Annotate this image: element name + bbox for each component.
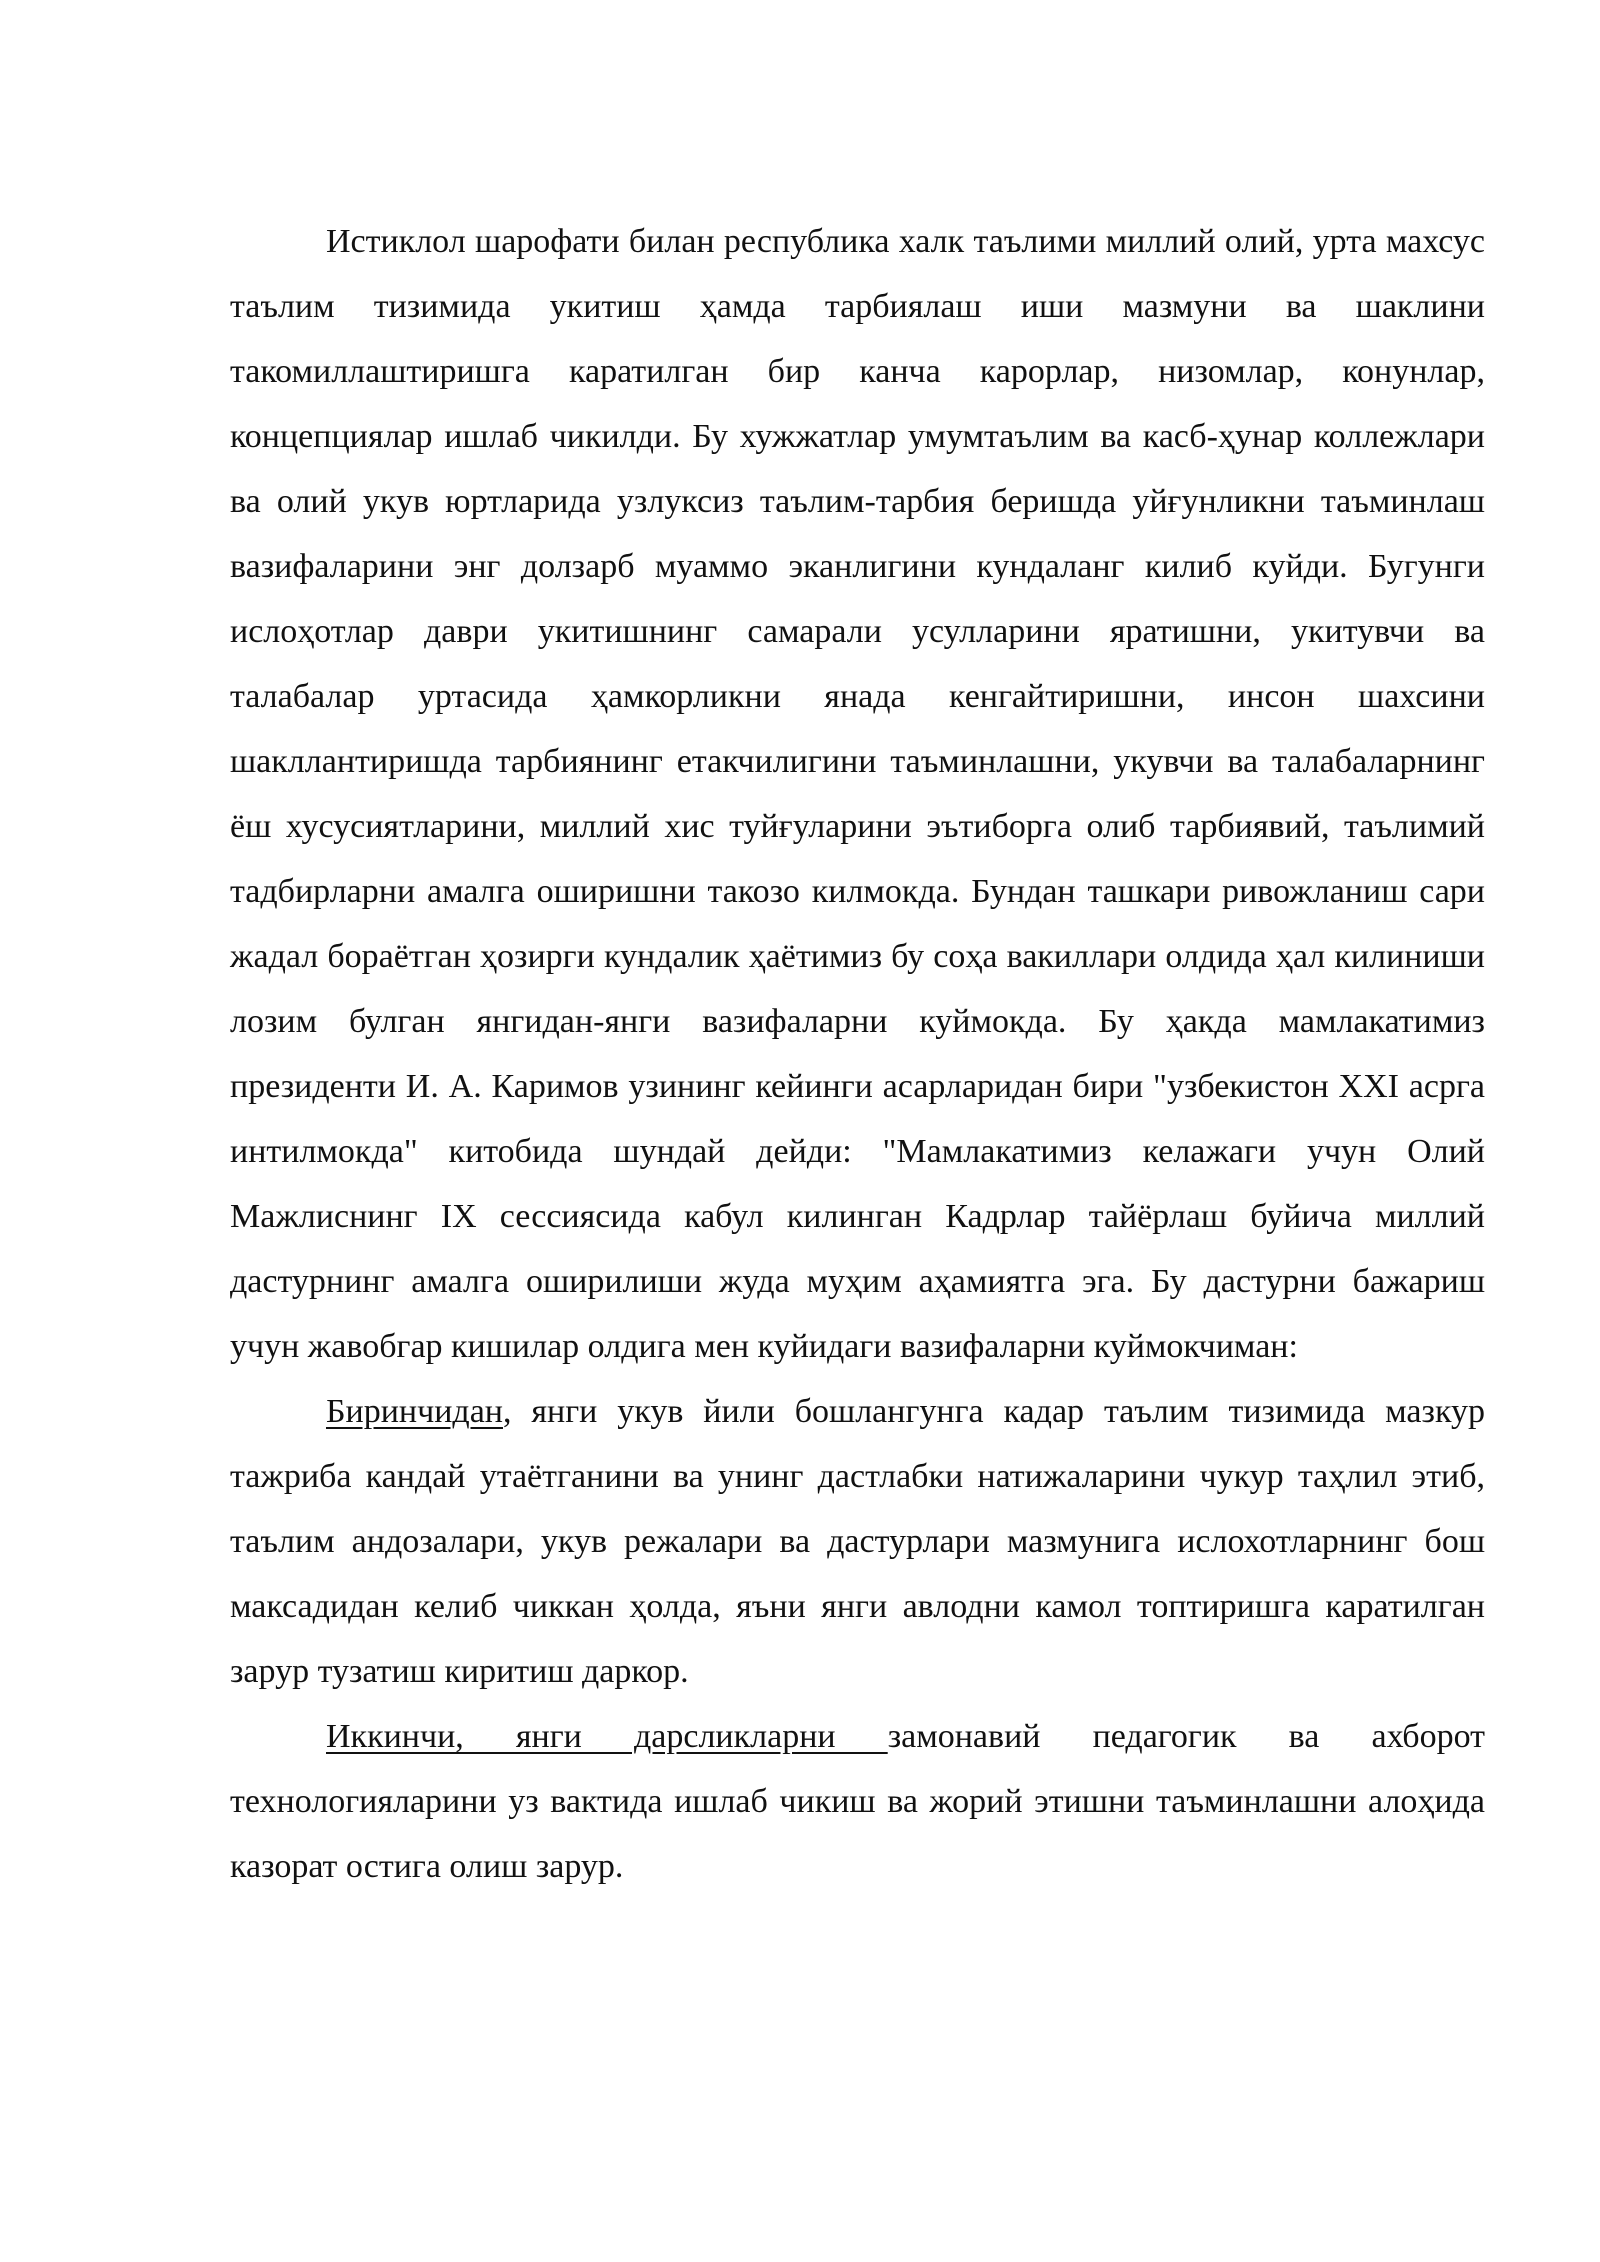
paragraph-second-task [230,1704,1485,1899]
document-body [230,209,1485,1899]
paragraph-first-task-text: , янги укув йили бошлангунга кадар таълим тизимида мазкур тажриба кандай утаётганини ва унинг дастлабки натижаларини чукур таҳлил этиб, таълим андозалари, укув режалари ва дастурлари мазмунига ислохотларнинг бош максадидан келиб чиккан ҳолда, яъни янги авлодни камол топтиришга каратилган зарур тузатиш киритиш даркор. [230,1393,1485,1690]
paragraph-second-task-lead: Иккинчи, янги дарсликларни [326,1718,888,1755]
paragraph-intro: Истиклол шарофати билан республика халк таълими миллий олий, урта махсус таълим тизимида укитиш ҳамда тарбиялаш иши мазмуни ва шаклини такомиллаштиришга каратилган бир канча карорлар, низомлар, конунлар, концепциялар ишлаб чикилди. Бу хужжатлар умумтаълим ва касб-ҳунар коллежлари ва олий укув юртларида узлуксиз таълим-тарбия беришда уйғунликни таъминлаш вазифаларини энг долзарб муаммо эканлигини кундаланг килиб куйди. Бугунги ислоҳотлар даври укитишнинг самарали усулларини яратишни, укитувчи ва талабалар уртасида ҳамкорликни янада кенгайтиришни, инсон шахсини шакллантиришда тарбиянинг етакчилигини таъминлашни, укувчи ва талабаларнинг ёш хусусиятларини, миллий хис туйғуларини эътиборга олиб тарбиявий, таълимий тадбирларни амалга оширишни такозо килмокда. Бундан ташкари ривожланиш сари жадал бораётган ҳозирги кундалик ҳаётимиз бу соҳа вакиллари олдида ҳал килиниши лозим булган янгидан-янги вазифаларни куймокда. Бу ҳакда мамлакатимиз президенти И. А. Каримов узининг кейинги асарларидан бири "узбекистон XXI асрга интилмокда" китобида шундай дейди: "Мамлакатимиз келажаги учун Олий Мажлиснинг IX сессиясида кабул килинган Кадрлар тайёрлаш буйича миллий дастурнинг амалга оширилиши жуда муҳим аҳамиятга эга. Бу дастурни бажариш учун жавобгар кишилар олдига мен куйидаги вазифаларни куймокчиман: [230,223,1485,1365]
paragraph-first-task [230,1379,1485,1704]
paragraph-second-task-text: замонавий педагогик ва ахборот технологияларини уз вактида ишлаб чикиш ва жорий этишни таъминлашни алоҳида казорат остига олиш зарур. [230,1718,1485,1885]
paragraph-first-task-lead: Биринчидан [326,1393,503,1430]
